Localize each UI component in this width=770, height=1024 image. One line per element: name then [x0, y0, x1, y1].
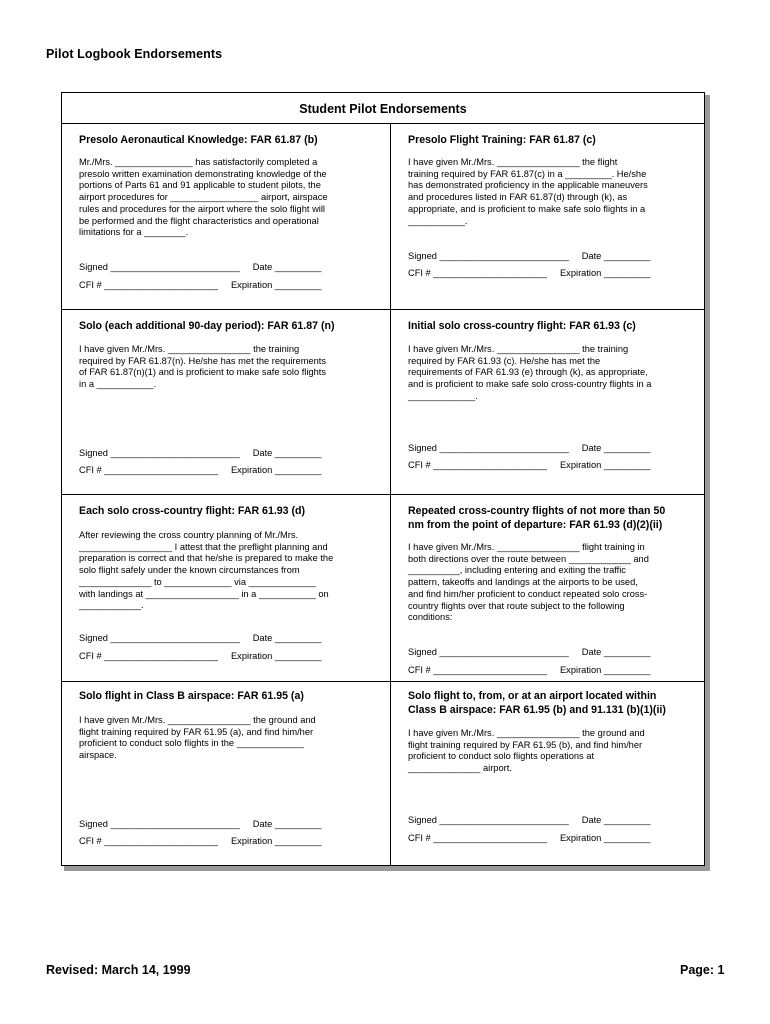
endorsement-solo-90-day [62, 310, 390, 494]
cell-body: I have given Mr./Mrs. ________________ the flight training required by FAR 61.87(c) in a _________. He/she has demonstrated proficiency in the applicable maneuvers and procedures listed in FAR 61.87(d) through (k), as appropriate, and is proficient to make safe solo flights in a ___________. [408, 157, 648, 226]
signed-line: Signed _________________________ Date _________ [79, 819, 322, 829]
cfi-line: CFI # ______________________ Expiration _________ [408, 833, 651, 843]
cell-body: I have given Mr./Mrs. ________________ the ground and flight training required by FAR 61.95 (b), and find him/her proficient to conduct solo flights operations at ______________ airport. [408, 728, 645, 774]
endorsement-class-b-solo [62, 682, 390, 864]
cell-body: I have given Mr./Mrs. ________________ the training required by FAR 61.93 (c). He/she has met the requirements of FAR 61.93 (e) through (k), as appropriate, and is proficient to make safe solo cross-country flights in a _____________. [408, 344, 652, 401]
page-title: Pilot Logbook Endorsements [46, 47, 223, 61]
endorsements-table [61, 92, 705, 866]
signed-line: Signed _________________________ Date _________ [408, 443, 651, 453]
signed-line: Signed _________________________ Date _________ [408, 815, 651, 825]
signed-line: Signed _________________________ Date _________ [79, 448, 322, 458]
cell-title: Presolo Aeronautical Knowledge: FAR 61.87 (b) [79, 134, 318, 146]
section-title: Student Pilot Endorsements [62, 93, 704, 124]
cell-body: Mr./Mrs. _______________ has satisfactorily completed a presolo written examination demonstrating knowledge of the portions of Parts 61 and 91 applicable to student pilots, the airport procedures for _________________ airport, airspace rules and procedures for the airport where the solo flight will be performed and the flight characteristics and operational limitations for a ________. [79, 157, 328, 238]
signed-line: Signed _________________________ Date _________ [408, 251, 651, 261]
cfi-line: CFI # ______________________ Expiration _________ [79, 651, 322, 661]
signed-line: Signed _________________________ Date _________ [408, 647, 651, 657]
cell-title: Initial solo cross-country flight: FAR 61.93 (c) [408, 320, 636, 332]
cell-body: I have given Mr./Mrs. ________________ the ground and flight training required by FAR 61.95 (a), and find him/her proficient to conduct solo flights in the _____________ airspace. [79, 715, 316, 761]
endorsement-each-solo-xc [62, 495, 390, 681]
cfi-line: CFI # ______________________ Expiration _________ [79, 465, 322, 475]
cfi-line: CFI # ______________________ Expiration _________ [79, 280, 322, 290]
cfi-line: CFI # ______________________ Expiration _________ [408, 268, 651, 278]
endorsement-initial-solo-xc [391, 310, 704, 494]
cell-title: Each solo cross-country flight: FAR 61.93 (d) [79, 505, 306, 517]
page-number: Page: 1 [680, 963, 725, 977]
endorsement-repeated-xc [391, 495, 704, 681]
signed-line: Signed _________________________ Date _________ [79, 633, 322, 643]
cell-title: Solo (each additional 90-day period): FAR 61.87 (n) [79, 320, 335, 332]
cell-title: Repeated cross-country flights of not more than 50 nm from the point of departure: FAR 61.93 (d)(2)(ii) [408, 505, 666, 531]
cfi-line: CFI # ______________________ Expiration _________ [408, 665, 651, 675]
cfi-line: CFI # ______________________ Expiration _________ [408, 460, 651, 470]
cell-title: Presolo Flight Training: FAR 61.87 (c) [408, 134, 596, 146]
signed-line: Signed _________________________ Date _________ [79, 262, 322, 272]
cell-body: After reviewing the cross country planning of Mr./Mrs. __________________ I attest that the preflight planning and preparation is correct and that he/she is prepared to make the solo flight safely under the known circumstances from ______________ to _____________ via _____________ with landings at __________________ in a ___________ on ____________. [79, 530, 334, 611]
cell-title: Solo flight to, from, or at an airport located within Class B airspace: FAR 61.95 (b) and 91.131 (b)(1)(ii) [408, 690, 666, 716]
cell-title: Solo flight in Class B airspace: FAR 61.95 (a) [79, 690, 304, 702]
endorsement-presolo-knowledge [62, 123, 390, 309]
cell-body: I have given Mr./Mrs. ________________ the training required by FAR 61.87(n). He/she has met the requirements of FAR 61.87(n)(1) and is proficient to make safe solo flights in a ___________. [79, 344, 327, 390]
cfi-line: CFI # ______________________ Expiration _________ [79, 836, 322, 846]
revised-date: Revised: March 14, 1999 [46, 963, 191, 977]
cell-body: I have given Mr./Mrs. ________________ flight training in both directions over the route between ____________ and __________, including entering and exiting the traffic pattern, takeoffs and landings at the airports to be used, and find him/her proficient to conduct repeated solo cross- country flights over that route subject to the following conditions: [408, 542, 649, 623]
endorsement-class-b-airport [391, 682, 704, 864]
endorsement-presolo-training [391, 123, 704, 309]
